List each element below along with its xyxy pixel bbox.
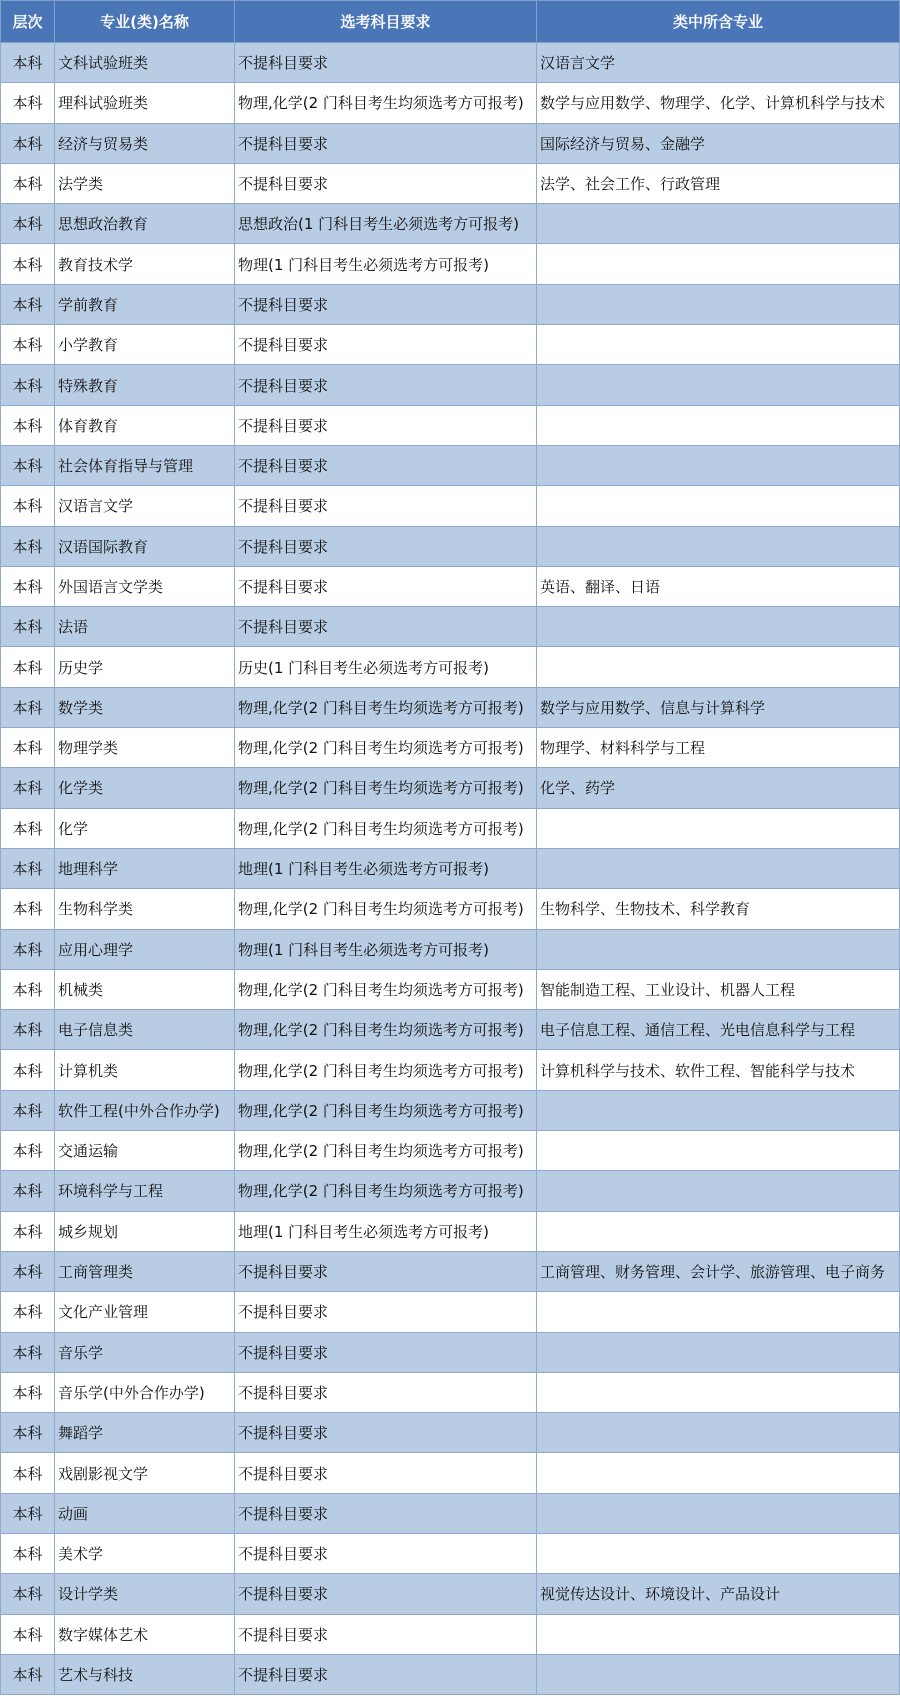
included-majors-cell	[537, 1533, 900, 1573]
header-included-majors: 类中所含专业	[537, 1, 900, 43]
included-majors-cell	[537, 365, 900, 405]
level-cell: 本科	[1, 1292, 55, 1332]
table-row	[1, 1251, 900, 1291]
level-cell: 本科	[1, 365, 55, 405]
subject-requirement-cell: 物理(1 门科目考生必须选考方可报考)	[235, 929, 537, 969]
included-majors-cell	[537, 526, 900, 566]
included-majors-cell: 工商管理、财务管理、会计学、旅游管理、电子商务	[537, 1251, 900, 1291]
major-name-cell: 应用心理学	[55, 929, 235, 969]
table-row	[1, 1453, 900, 1493]
major-name-cell: 历史学	[55, 647, 235, 687]
major-name-cell: 化学类	[55, 768, 235, 808]
major-name-cell: 经济与贸易类	[55, 123, 235, 163]
major-name-cell: 特殊教育	[55, 365, 235, 405]
table-row	[1, 728, 900, 768]
level-cell: 本科	[1, 1372, 55, 1412]
major-name-cell: 电子信息类	[55, 1010, 235, 1050]
level-cell: 本科	[1, 43, 55, 83]
major-name-cell: 汉语言文学	[55, 486, 235, 526]
included-majors-cell	[537, 204, 900, 244]
major-name-cell: 交通运输	[55, 1131, 235, 1171]
major-name-cell: 地理科学	[55, 848, 235, 888]
included-majors-cell: 国际经济与贸易、金融学	[537, 123, 900, 163]
major-name-cell: 体育教育	[55, 405, 235, 445]
level-cell: 本科	[1, 244, 55, 284]
major-name-cell: 数学类	[55, 687, 235, 727]
included-majors-cell	[537, 1090, 900, 1130]
included-majors-cell: 视觉传达设计、环境设计、产品设计	[537, 1574, 900, 1614]
level-cell: 本科	[1, 808, 55, 848]
table-row	[1, 1292, 900, 1332]
table-row	[1, 83, 900, 123]
included-majors-cell: 英语、翻译、日语	[537, 566, 900, 606]
included-majors-cell	[537, 486, 900, 526]
table-row	[1, 1493, 900, 1533]
subject-requirement-cell: 不提科目要求	[235, 123, 537, 163]
subject-requirement-cell: 物理,化学(2 门科目考生均须选考方可报考)	[235, 728, 537, 768]
table-row	[1, 1413, 900, 1453]
level-cell: 本科	[1, 526, 55, 566]
subject-requirement-cell: 不提科目要求	[235, 325, 537, 365]
level-cell: 本科	[1, 1211, 55, 1251]
subject-requirement-cell: 不提科目要求	[235, 405, 537, 445]
level-cell: 本科	[1, 969, 55, 1009]
header-subject-requirement: 选考科目要求	[235, 1, 537, 43]
major-name-cell: 设计学类	[55, 1574, 235, 1614]
major-name-cell: 法语	[55, 607, 235, 647]
subject-requirement-cell: 不提科目要求	[235, 1251, 537, 1291]
table-row	[1, 647, 900, 687]
table-row	[1, 929, 900, 969]
table-row	[1, 768, 900, 808]
table-row	[1, 1533, 900, 1573]
level-cell: 本科	[1, 1574, 55, 1614]
major-name-cell: 城乡规划	[55, 1211, 235, 1251]
subject-requirement-cell: 不提科目要求	[235, 445, 537, 485]
major-name-cell: 外国语言文学类	[55, 566, 235, 606]
level-cell: 本科	[1, 1493, 55, 1533]
subject-requirement-cell: 不提科目要求	[235, 43, 537, 83]
level-cell: 本科	[1, 1171, 55, 1211]
level-cell: 本科	[1, 929, 55, 969]
major-name-cell: 音乐学	[55, 1332, 235, 1372]
included-majors-cell	[537, 1654, 900, 1694]
subject-requirement-cell: 物理,化学(2 门科目考生均须选考方可报考)	[235, 83, 537, 123]
major-name-cell: 动画	[55, 1493, 235, 1533]
table-row	[1, 445, 900, 485]
included-majors-cell	[537, 1493, 900, 1533]
included-majors-cell	[537, 445, 900, 485]
major-name-cell: 小学教育	[55, 325, 235, 365]
subject-requirement-cell: 物理,化学(2 门科目考生均须选考方可报考)	[235, 808, 537, 848]
subject-requirement-cell: 不提科目要求	[235, 1533, 537, 1573]
major-name-cell: 艺术与科技	[55, 1654, 235, 1694]
included-majors-cell	[537, 405, 900, 445]
subject-requirement-cell: 不提科目要求	[235, 486, 537, 526]
major-name-cell: 生物科学类	[55, 889, 235, 929]
major-name-cell: 物理学类	[55, 728, 235, 768]
level-cell: 本科	[1, 647, 55, 687]
level-cell: 本科	[1, 1090, 55, 1130]
subject-requirement-cell: 不提科目要求	[235, 1372, 537, 1412]
included-majors-cell: 数学与应用数学、信息与计算科学	[537, 687, 900, 727]
subject-requirement-cell: 物理,化学(2 门科目考生均须选考方可报考)	[235, 768, 537, 808]
subject-requirement-cell: 不提科目要求	[235, 1292, 537, 1332]
table-row	[1, 284, 900, 324]
table-row	[1, 566, 900, 606]
level-cell: 本科	[1, 1332, 55, 1372]
major-name-cell: 化学	[55, 808, 235, 848]
level-cell: 本科	[1, 163, 55, 203]
level-cell: 本科	[1, 848, 55, 888]
included-majors-cell	[537, 1211, 900, 1251]
included-majors-cell: 智能制造工程、工业设计、机器人工程	[537, 969, 900, 1009]
subject-requirement-cell: 不提科目要求	[235, 1654, 537, 1694]
included-majors-cell	[537, 647, 900, 687]
table-row	[1, 607, 900, 647]
major-name-cell: 社会体育指导与管理	[55, 445, 235, 485]
table-row	[1, 1332, 900, 1372]
included-majors-cell: 计算机科学与技术、软件工程、智能科学与技术	[537, 1050, 900, 1090]
major-name-cell: 美术学	[55, 1533, 235, 1573]
level-cell: 本科	[1, 728, 55, 768]
subject-requirement-cell: 物理,化学(2 门科目考生均须选考方可报考)	[235, 1090, 537, 1130]
included-majors-cell	[537, 1332, 900, 1372]
level-cell: 本科	[1, 1010, 55, 1050]
subject-requirement-cell: 不提科目要求	[235, 163, 537, 203]
subject-requirement-cell: 不提科目要求	[235, 566, 537, 606]
level-cell: 本科	[1, 204, 55, 244]
major-name-cell: 思想政治教育	[55, 204, 235, 244]
major-name-cell: 理科试验班类	[55, 83, 235, 123]
included-majors-cell: 数学与应用数学、物理学、化学、计算机科学与技术	[537, 83, 900, 123]
level-cell: 本科	[1, 687, 55, 727]
included-majors-cell	[537, 808, 900, 848]
level-cell: 本科	[1, 123, 55, 163]
level-cell: 本科	[1, 445, 55, 485]
subject-requirement-cell: 不提科目要求	[235, 1574, 537, 1614]
subject-requirement-cell: 地理(1 门科目考生必须选考方可报考)	[235, 848, 537, 888]
major-name-cell: 机械类	[55, 969, 235, 1009]
major-name-cell: 法学类	[55, 163, 235, 203]
level-cell: 本科	[1, 1251, 55, 1291]
table-row	[1, 1614, 900, 1654]
major-name-cell: 汉语国际教育	[55, 526, 235, 566]
subject-requirement-cell: 不提科目要求	[235, 526, 537, 566]
subject-requirement-cell: 物理,化学(2 门科目考生均须选考方可报考)	[235, 1050, 537, 1090]
major-name-cell: 学前教育	[55, 284, 235, 324]
level-cell: 本科	[1, 768, 55, 808]
included-majors-cell	[537, 1372, 900, 1412]
table-row	[1, 848, 900, 888]
level-cell: 本科	[1, 566, 55, 606]
level-cell: 本科	[1, 83, 55, 123]
table-row	[1, 405, 900, 445]
included-majors-cell	[537, 244, 900, 284]
included-majors-cell	[537, 1171, 900, 1211]
table-row	[1, 1211, 900, 1251]
included-majors-cell	[537, 1292, 900, 1332]
subject-requirement-cell: 不提科目要求	[235, 365, 537, 405]
table-row	[1, 808, 900, 848]
subject-requirement-cell: 不提科目要求	[235, 1332, 537, 1372]
table-row	[1, 1654, 900, 1694]
level-cell: 本科	[1, 1050, 55, 1090]
major-name-cell: 计算机类	[55, 1050, 235, 1090]
major-name-cell: 教育技术学	[55, 244, 235, 284]
subject-requirement-cell: 不提科目要求	[235, 607, 537, 647]
level-cell: 本科	[1, 405, 55, 445]
table-row	[1, 1171, 900, 1211]
subject-requirement-cell: 不提科目要求	[235, 1493, 537, 1533]
level-cell: 本科	[1, 1131, 55, 1171]
level-cell: 本科	[1, 607, 55, 647]
table-row	[1, 325, 900, 365]
subject-requirement-cell: 不提科目要求	[235, 284, 537, 324]
major-name-cell: 文化产业管理	[55, 1292, 235, 1332]
level-cell: 本科	[1, 889, 55, 929]
included-majors-cell: 物理学、材料科学与工程	[537, 728, 900, 768]
table-row	[1, 1010, 900, 1050]
table-row	[1, 1090, 900, 1130]
major-name-cell: 戏剧影视文学	[55, 1453, 235, 1493]
included-majors-cell: 电子信息工程、通信工程、光电信息科学与工程	[537, 1010, 900, 1050]
subject-requirement-cell: 不提科目要求	[235, 1453, 537, 1493]
subject-requirement-cell: 物理,化学(2 门科目考生均须选考方可报考)	[235, 1010, 537, 1050]
table-row	[1, 244, 900, 284]
header-major-name: 专业(类)名称	[55, 1, 235, 43]
subject-requirement-cell: 物理,化学(2 门科目考生均须选考方可报考)	[235, 889, 537, 929]
included-majors-cell	[537, 1131, 900, 1171]
included-majors-cell	[537, 284, 900, 324]
subject-requirement-cell: 地理(1 门科目考生必须选考方可报考)	[235, 1211, 537, 1251]
table-row	[1, 1372, 900, 1412]
table-row	[1, 1574, 900, 1614]
level-cell: 本科	[1, 1533, 55, 1573]
level-cell: 本科	[1, 325, 55, 365]
level-cell: 本科	[1, 1614, 55, 1654]
subject-requirement-cell: 思想政治(1 门科目考生必须选考方可报考)	[235, 204, 537, 244]
table-row	[1, 969, 900, 1009]
subject-requirement-cell: 物理(1 门科目考生必须选考方可报考)	[235, 244, 537, 284]
level-cell: 本科	[1, 1413, 55, 1453]
table-row	[1, 1050, 900, 1090]
subject-requirement-cell: 物理,化学(2 门科目考生均须选考方可报考)	[235, 1171, 537, 1211]
major-name-cell: 环境科学与工程	[55, 1171, 235, 1211]
included-majors-cell: 法学、社会工作、行政管理	[537, 163, 900, 203]
major-name-cell: 舞蹈学	[55, 1413, 235, 1453]
table-row	[1, 687, 900, 727]
table-row	[1, 163, 900, 203]
header-level: 层次	[1, 1, 55, 43]
level-cell: 本科	[1, 1654, 55, 1694]
included-majors-cell: 生物科学、生物技术、科学教育	[537, 889, 900, 929]
table-row	[1, 204, 900, 244]
included-majors-cell: 化学、药学	[537, 768, 900, 808]
table-row	[1, 526, 900, 566]
included-majors-cell	[537, 1614, 900, 1654]
subject-requirement-cell: 不提科目要求	[235, 1614, 537, 1654]
subject-requirement-cell: 物理,化学(2 门科目考生均须选考方可报考)	[235, 969, 537, 1009]
subject-requirement-cell: 历史(1 门科目考生必须选考方可报考)	[235, 647, 537, 687]
major-name-cell: 音乐学(中外合作办学)	[55, 1372, 235, 1412]
included-majors-cell: 汉语言文学	[537, 43, 900, 83]
major-name-cell: 软件工程(中外合作办学)	[55, 1090, 235, 1130]
table-row	[1, 889, 900, 929]
level-cell: 本科	[1, 284, 55, 324]
included-majors-cell	[537, 1413, 900, 1453]
major-name-cell: 数字媒体艺术	[55, 1614, 235, 1654]
included-majors-cell	[537, 607, 900, 647]
table-row	[1, 486, 900, 526]
table-row	[1, 365, 900, 405]
subject-requirement-cell: 不提科目要求	[235, 1413, 537, 1453]
table-body	[1, 43, 900, 1695]
table-row	[1, 43, 900, 83]
table-header	[1, 1, 900, 43]
subject-requirement-cell: 物理,化学(2 门科目考生均须选考方可报考)	[235, 687, 537, 727]
included-majors-cell	[537, 848, 900, 888]
level-cell: 本科	[1, 486, 55, 526]
major-name-cell: 工商管理类	[55, 1251, 235, 1291]
major-name-cell: 文科试验班类	[55, 43, 235, 83]
included-majors-cell	[537, 1453, 900, 1493]
included-majors-cell	[537, 325, 900, 365]
table-row	[1, 123, 900, 163]
table-row	[1, 1131, 900, 1171]
level-cell: 本科	[1, 1453, 55, 1493]
included-majors-cell	[537, 929, 900, 969]
subject-requirement-cell: 物理,化学(2 门科目考生均须选考方可报考)	[235, 1131, 537, 1171]
header-row	[1, 1, 900, 43]
